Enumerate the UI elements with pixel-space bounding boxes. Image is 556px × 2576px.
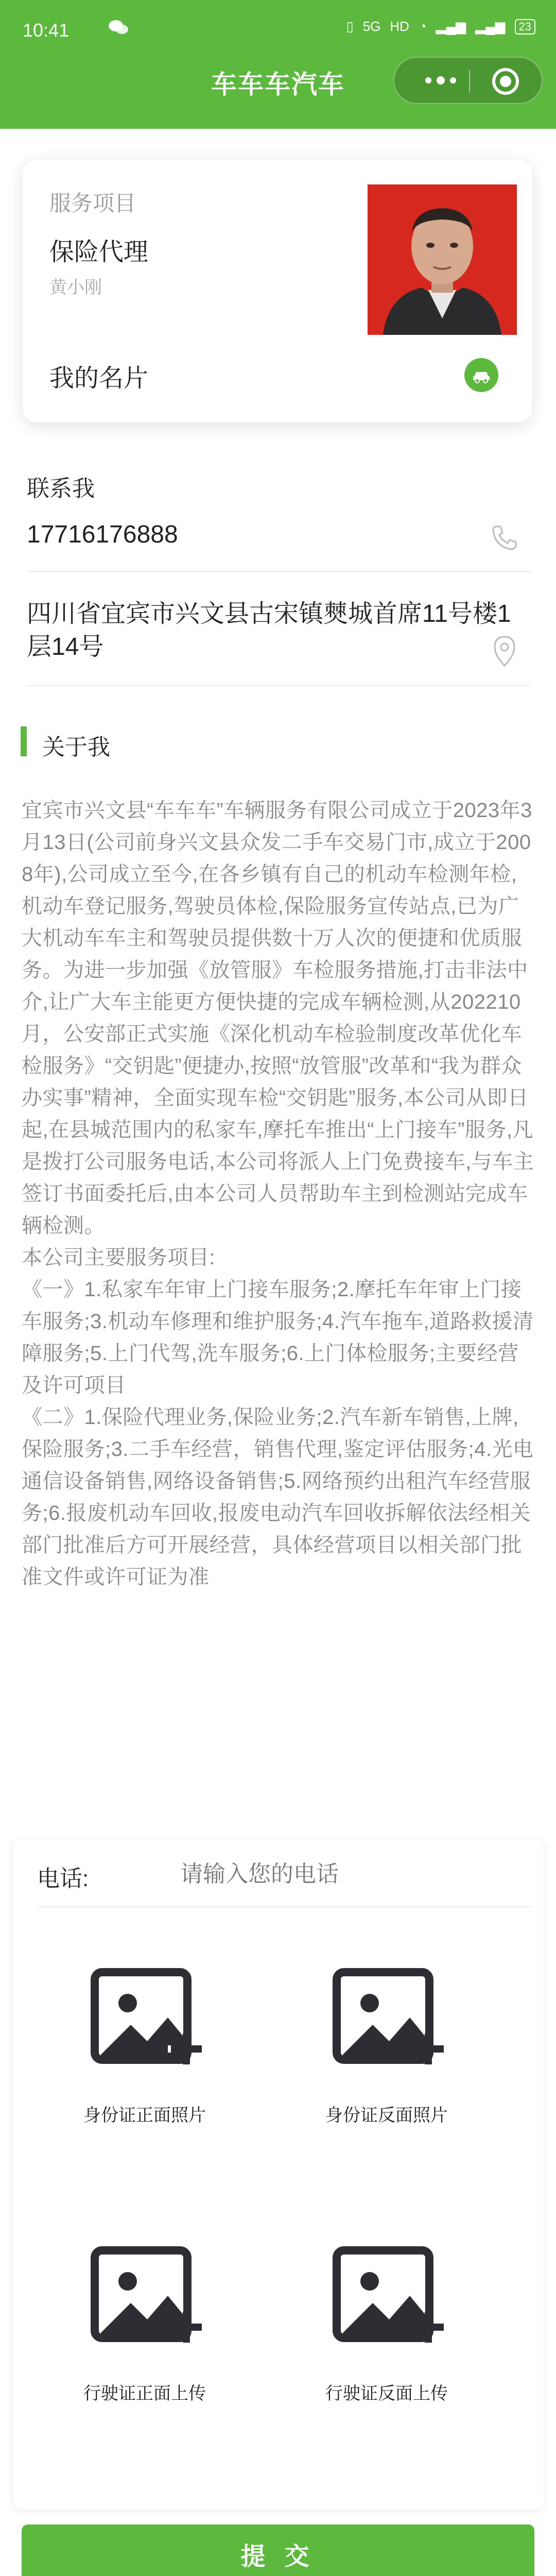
upload-caption: 行驶证反面上传 xyxy=(325,2384,448,2403)
contact-phone[interactable]: 17716176888 xyxy=(27,521,178,548)
network-5g-icon: 5G xyxy=(362,19,381,34)
divider xyxy=(27,685,531,686)
capsule-divider xyxy=(469,70,470,93)
more-menu-icon[interactable] xyxy=(415,69,466,92)
add-image-icon xyxy=(91,2246,204,2360)
location-pin-icon[interactable] xyxy=(492,635,517,668)
wechat-notification-icon xyxy=(108,19,129,36)
contact-address: 四川省宜宾市兴文县古宋镇僰城首席11号楼1层14号 xyxy=(27,600,511,660)
about-title: 关于我 xyxy=(42,735,110,760)
submit-button[interactable]: 提 交 xyxy=(22,2524,534,2576)
divider xyxy=(27,571,531,572)
profile-photo xyxy=(368,184,517,335)
signal-icon-2: ▂▄▆ xyxy=(475,19,506,34)
upload-form xyxy=(13,1839,544,2509)
add-image-icon xyxy=(333,2246,446,2360)
phone-field-label: 电话: xyxy=(37,1866,89,1891)
service-name: 保险代理 xyxy=(49,239,149,266)
page-title: 车车车汽车 xyxy=(211,70,345,99)
hd-icon: HD xyxy=(390,19,409,34)
top-bar xyxy=(0,0,556,129)
close-miniprogram-icon[interactable] xyxy=(492,68,519,95)
profile-card xyxy=(23,160,532,422)
add-image-icon xyxy=(333,1968,446,2081)
phone-icon[interactable] xyxy=(489,522,520,553)
upload-caption: 行驶证正面上传 xyxy=(83,2384,206,2403)
about-text: 宜宾市兴文县“车车车”车辆服务有限公司成立于2023年3月13日(公司前身兴文县众发二手车交易门市,成立于2008年),公司成立至今,在各乡镇有自己的机动车检测年检,机动车登记服务,驾驶员体检,保险服务宣传站点,已为广大机动车车主和驾驶员提供数十万人次的便捷和优质服务。为进一步加强《放管服》车检服务措施,打击非法中介,让广大车主能更方便快捷的完成车辆检测,从202210月，公安部正式实施《深化机动车检验制度改革优化车检服务》“交钥匙”便捷办,按照“放管服”改革和“我为群众办实事”精神，全面实现车检“交钥匙”服务,本公司从即日起,在县城范围内的私家车,摩托车推出“上门接车”服务,凡是拨打公司服务电话,本公司将派人上门免费接车,与车主签订书面委托后,由本公司人员帮助车主到检测站完成车辆检测。 本公司主要服务项目: 《一》1.私家车年审上门接车服务;2.摩托车年审上门接车服务;3.机动车修理和维护服务;4.汽车拖车,道路救援清障服务;5.上门代驾,洗车服务;6.上门体检服务;主要经营及许可项目 《二》1.保险代理业务,保险业务;2.汽车新车销售,上牌,保险服务;3.二手车经营，销售代理,鉴定评估服务;4.光电通信设备销售,网络设备销售;5.网络预约出租汽车经营服务;6.报废机动车回收,报废电动汽车回收拆解依法经相关部门批准后方可开展经营，具体经营项目以相关部门批准文件或许可证为准 xyxy=(22,799,534,1588)
upload-caption: 身份证正面照片 xyxy=(83,2106,206,2125)
service-section-label: 服务项目 xyxy=(49,191,136,215)
miniprogram-capsule xyxy=(393,57,543,104)
status-icons xyxy=(346,19,535,35)
upload-caption: 身份证反面照片 xyxy=(325,2106,448,2125)
signal-icon: ▂▄▆ xyxy=(436,19,466,34)
phone-input-underline xyxy=(37,1906,531,1907)
status-bar xyxy=(0,0,556,57)
wifi-icon: ◔ xyxy=(418,19,427,34)
phone-input[interactable] xyxy=(179,1851,526,1898)
vibrate-icon: ▯ xyxy=(346,19,354,34)
battery-icon: 23 xyxy=(515,19,535,35)
contact-label: 联系我 xyxy=(27,476,95,501)
my-card-label[interactable]: 我的名片 xyxy=(49,365,149,392)
person-name: 黄小刚 xyxy=(49,278,102,297)
status-time: 10:41 xyxy=(23,20,70,41)
heading-accent-bar xyxy=(21,726,27,756)
car-badge-icon[interactable] xyxy=(464,358,498,392)
add-image-icon xyxy=(91,1968,204,2081)
